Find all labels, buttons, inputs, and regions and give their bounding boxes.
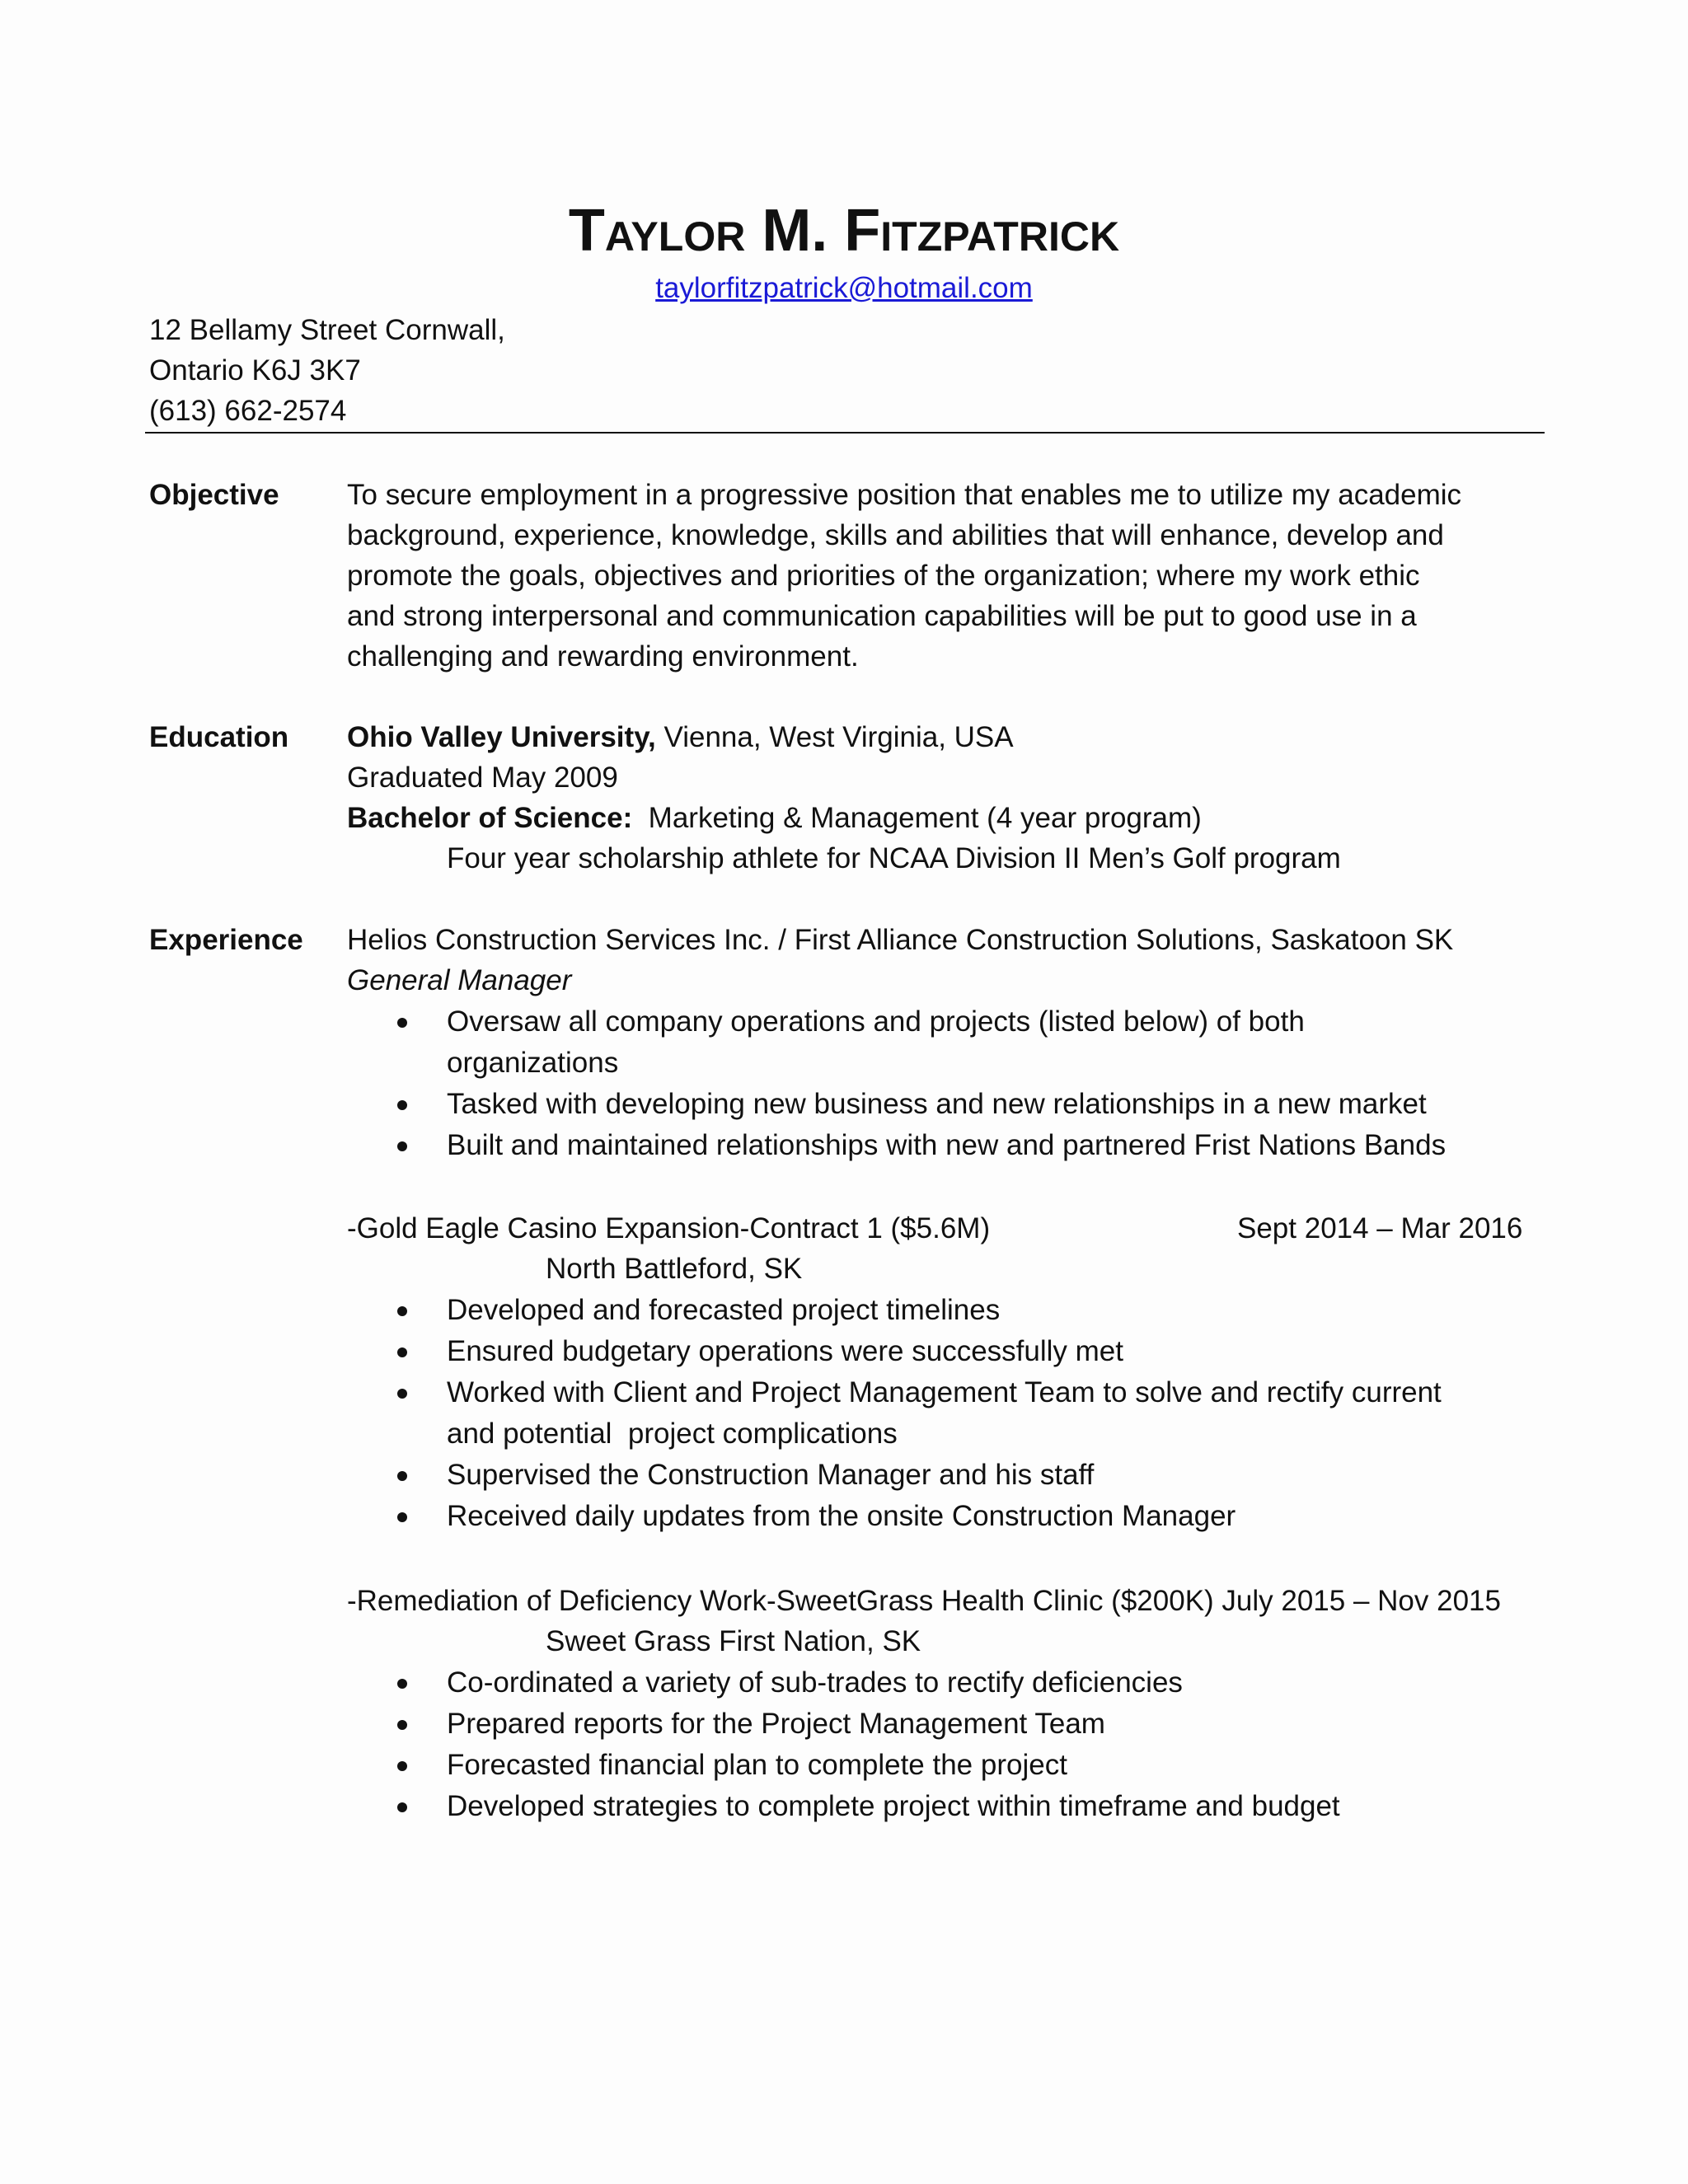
role-bullet-list bbox=[347, 1001, 1446, 1166]
project1-bullet-list bbox=[347, 1290, 1442, 1537]
list-item: Developed and forecasted project timelines bbox=[347, 1290, 1442, 1331]
school-location: Vienna, West Virginia, USA bbox=[655, 721, 1014, 753]
objective-line: promote the goals, objectives and priorities of the organization; where my work ethic bbox=[347, 560, 1420, 592]
list-item: Ensured budgetary operations were successfully met bbox=[347, 1331, 1442, 1372]
project-dates: Sept 2014 – Mar 2016 bbox=[1237, 1212, 1523, 1244]
email-link[interactable]: taylorfitzpatrick@hotmail.com bbox=[655, 272, 1033, 304]
list-item: Developed strategies to complete project within timeframe and budget bbox=[347, 1786, 1340, 1827]
list-item: Forecasted financial plan to complete the project bbox=[347, 1745, 1340, 1786]
objective-line: To secure employment in a progressive position that enables me to utilize my academic bbox=[347, 479, 1462, 511]
list-item: Received daily updates from the onsite Construction Manager bbox=[347, 1496, 1442, 1537]
company-name: Helios Construction Services Inc. / First Alliance Construction Solutions, Saskatoon SK bbox=[347, 924, 1454, 956]
objective-text bbox=[347, 475, 1461, 677]
experience-company-block bbox=[347, 920, 1453, 1001]
objective-label: Objective bbox=[149, 479, 279, 511]
list-item: Co-ordinated a variety of sub-trades to rectify deficiencies bbox=[347, 1662, 1340, 1704]
education-block bbox=[347, 717, 1341, 879]
address-line-2: Ontario K6J 3K7 bbox=[149, 354, 361, 387]
job-title: General Manager bbox=[347, 964, 572, 996]
education-label: Education bbox=[149, 721, 289, 753]
degree-name: Bachelor of Science: bbox=[347, 802, 633, 834]
phone-number: (613) 662-2574 bbox=[149, 395, 347, 427]
contact-address bbox=[149, 310, 505, 431]
project-title: -Remediation of Deficiency Work-SweetGrass Health Clinic ($200K) July 2015 – Nov 2015 bbox=[347, 1585, 1501, 1617]
degree-detail: Marketing & Management (4 year program) bbox=[632, 802, 1202, 834]
objective-line: background, experience, knowledge, skills and abilities that will enhance, develop and bbox=[347, 519, 1444, 551]
list-item: Oversaw all company operations and projects (listed below) of both bbox=[347, 1001, 1446, 1043]
list-item: Prepared reports for the Project Management Team bbox=[347, 1704, 1340, 1745]
header-divider bbox=[145, 432, 1545, 434]
list-item: Supervised the Construction Manager and his staff bbox=[347, 1455, 1442, 1496]
education-school-line bbox=[347, 717, 1341, 757]
objective-line: and strong interpersonal and communication capabilities will be put to good use in a bbox=[347, 600, 1417, 632]
candidate-name: Taylor M. Fitzpatrick bbox=[568, 198, 1120, 264]
project-location: North Battleford, SK bbox=[546, 1253, 803, 1285]
graduation-date: Graduated May 2009 bbox=[347, 762, 618, 794]
experience-label: Experience bbox=[149, 924, 303, 956]
list-item: Tasked with developing new business and new relationships in a new market bbox=[347, 1084, 1446, 1125]
project2-bullet-list bbox=[347, 1662, 1340, 1827]
project-title: -Gold Eagle Casino Expansion-Contract 1 ($5.6M) bbox=[347, 1212, 991, 1244]
list-item-continuation-text: organizations bbox=[447, 1047, 619, 1079]
list-item: Worked with Client and Project Management Team to solve and rectify current bbox=[347, 1372, 1442, 1413]
list-item-continuation bbox=[347, 1413, 1442, 1455]
list-item: Built and maintained relationships with new and partnered Frist Nations Bands bbox=[347, 1125, 1446, 1166]
education-note: Four year scholarship athlete for NCAA Division II Men’s Golf program bbox=[447, 842, 1341, 874]
list-item-continuation-text: and potential project complications bbox=[447, 1418, 898, 1450]
project-location: Sweet Grass First Nation, SK bbox=[546, 1625, 921, 1657]
degree-line bbox=[347, 798, 1341, 838]
address-line-1: 12 Bellamy Street Cornwall, bbox=[149, 314, 505, 346]
list-item-continuation bbox=[347, 1043, 1446, 1084]
objective-line: challenging and rewarding environment. bbox=[347, 640, 859, 673]
school-name: Ohio Valley University, bbox=[347, 721, 656, 753]
